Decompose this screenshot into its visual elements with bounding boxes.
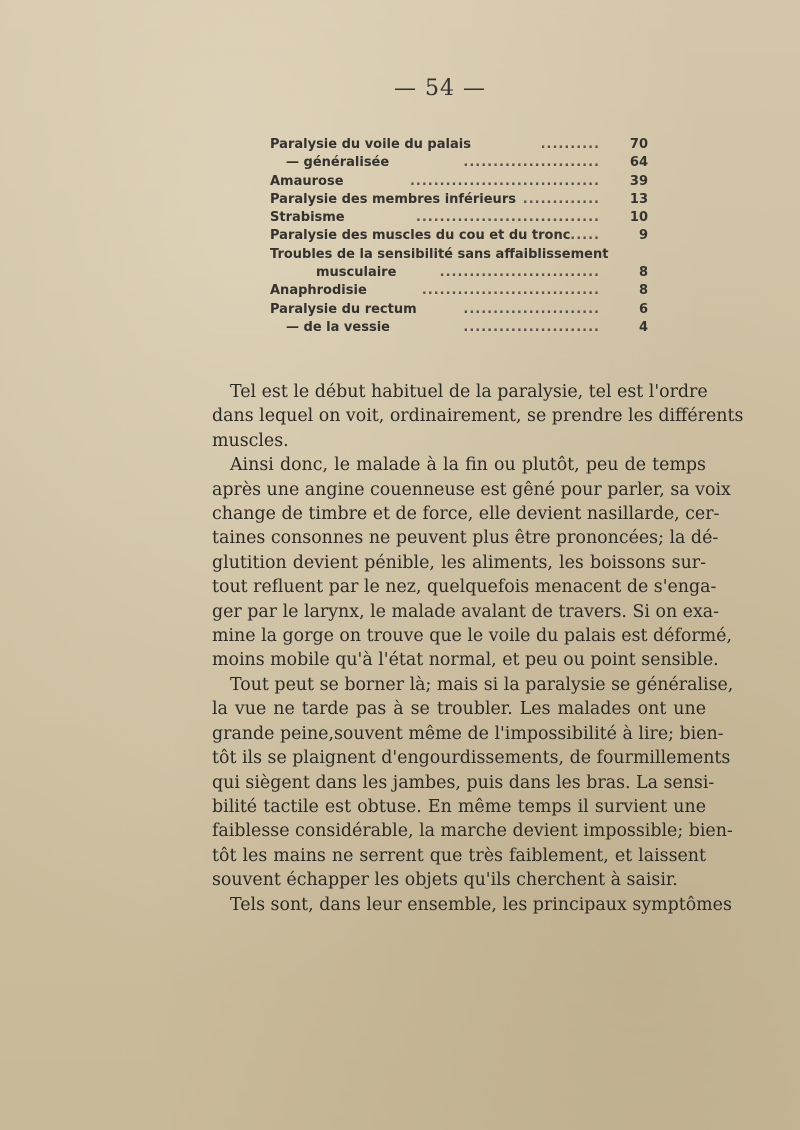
table-row: [270, 136, 660, 154]
table-row-value: 8: [638, 265, 648, 281]
text-line: après une angine couenneuse est gêné pour parler, sa voix: [212, 479, 731, 500]
text-line: dans lequel on voit, ordinairement, se prendre les différents: [212, 406, 744, 427]
table-row-label: — généralisée: [286, 155, 390, 171]
table-row-label: Paralysie des membres inférieurs: [270, 191, 516, 207]
table-row: [270, 173, 660, 191]
text-line: qui siègent dans les jambes, puis dans les bras. La sensi-: [212, 772, 715, 793]
table-row-value: 6: [638, 301, 648, 317]
text-line: grande peine,souvent même de l'impossibilité à lire; bien-: [212, 723, 724, 744]
table-row-value: 70: [629, 137, 648, 152]
dot-leader: ..............................: [421, 283, 600, 299]
text-line: Tout peut se borner là; mais si la paralysie se généralise,: [230, 674, 734, 695]
text-line: la vue ne tarde pas à se troubler. Les malades ont une: [212, 699, 706, 720]
dot-leader: .....: [570, 228, 600, 244]
table-row-value: 39: [629, 173, 648, 189]
table-row: [270, 301, 660, 319]
table-row: [270, 282, 660, 300]
table-row-label: — de la vessie: [286, 319, 390, 335]
text-line: muscles.: [212, 430, 289, 451]
statistics-table: [270, 136, 660, 337]
table-row-label: Amaurose: [270, 173, 344, 189]
text-line: mine la gorge on trouve que le voile du palais est déformé,: [212, 626, 732, 647]
table-row-label: Paralysie du rectum: [270, 301, 417, 317]
paragraph: [212, 673, 734, 893]
table-row-label: Paralysie du voile du palais: [270, 137, 471, 152]
text-line: Tels sont, dans leur ensemble, les principaux symptômes: [230, 894, 732, 915]
table-row-value: 64: [629, 155, 648, 171]
text-line: tout refluent par le nez, quelquefois menacent de s'enga-: [212, 577, 717, 598]
dot-leader: .............: [522, 191, 600, 207]
text-line: moins mobile qu'à l'état normal, et peu ou point sensible.: [212, 650, 719, 671]
table-row: [270, 246, 660, 264]
dot-leader: ...............................: [415, 210, 600, 226]
table-row: [270, 319, 660, 337]
dot-leader: ................................: [409, 173, 600, 189]
table-row-label: Anaphrodisie: [270, 283, 367, 299]
text-line: Ainsi donc, le malade à la fin ou plutôt, peu de temps: [230, 455, 706, 476]
dot-leader: ...........................: [439, 265, 600, 281]
table-row: [270, 209, 660, 227]
text-line: bilité tactile est obtuse. En même temps il survient une: [212, 796, 706, 817]
table-row: [270, 264, 660, 282]
table-row-value: 10: [629, 210, 648, 226]
table-row-value: 4: [638, 319, 648, 335]
table-row-label: musculaire: [316, 265, 397, 281]
table-row-value: 9: [638, 228, 648, 244]
text-line: souvent échapper les objets qu'ils cherchent à saisir.: [212, 870, 678, 891]
paragraph: [212, 893, 732, 917]
text-line: glutition devient pénible, les aliments, les boissons sur-: [212, 552, 706, 573]
text-line: tôt ils se plaignent d'engourdissements, de fourmillements: [212, 748, 731, 769]
table-row-label: Paralysie des muscles du cou et du tronc: [270, 228, 571, 244]
dot-leader: .......................: [463, 301, 600, 317]
body-text: [212, 380, 744, 917]
table-row-label: Strabisme: [270, 210, 345, 226]
dot-leader: ..........: [540, 137, 600, 152]
text-line: tôt les mains ne serrent que très faiblement, et laissent: [212, 845, 706, 866]
table-row: [270, 227, 660, 245]
paragraph: [212, 380, 744, 453]
table-row: [270, 154, 660, 172]
dot-leader: .......................: [463, 319, 600, 335]
page-number: — 54 —: [394, 76, 486, 101]
text-line: Tel est le début habituel de la paralysie, tel est l'ordre: [230, 382, 708, 402]
text-line: change de timbre et de force, elle devient nasillarde, cer-: [212, 504, 720, 525]
text-line: faiblesse considérable, la marche devient impossible; bien-: [212, 821, 733, 842]
table-row-label: Troubles de la sensibilité sans affaiblissement: [270, 246, 609, 262]
text-line: taines consonnes ne peuvent plus être prononcées; la dé-: [212, 528, 719, 549]
paragraph: [212, 453, 732, 673]
dot-leader: .......................: [463, 155, 600, 171]
table-row-value: 13: [629, 191, 648, 207]
table-row-value: 8: [638, 283, 648, 299]
text-line: ger par le larynx, le malade avalant de travers. Si on exa-: [212, 601, 720, 622]
table-row: [270, 191, 660, 209]
